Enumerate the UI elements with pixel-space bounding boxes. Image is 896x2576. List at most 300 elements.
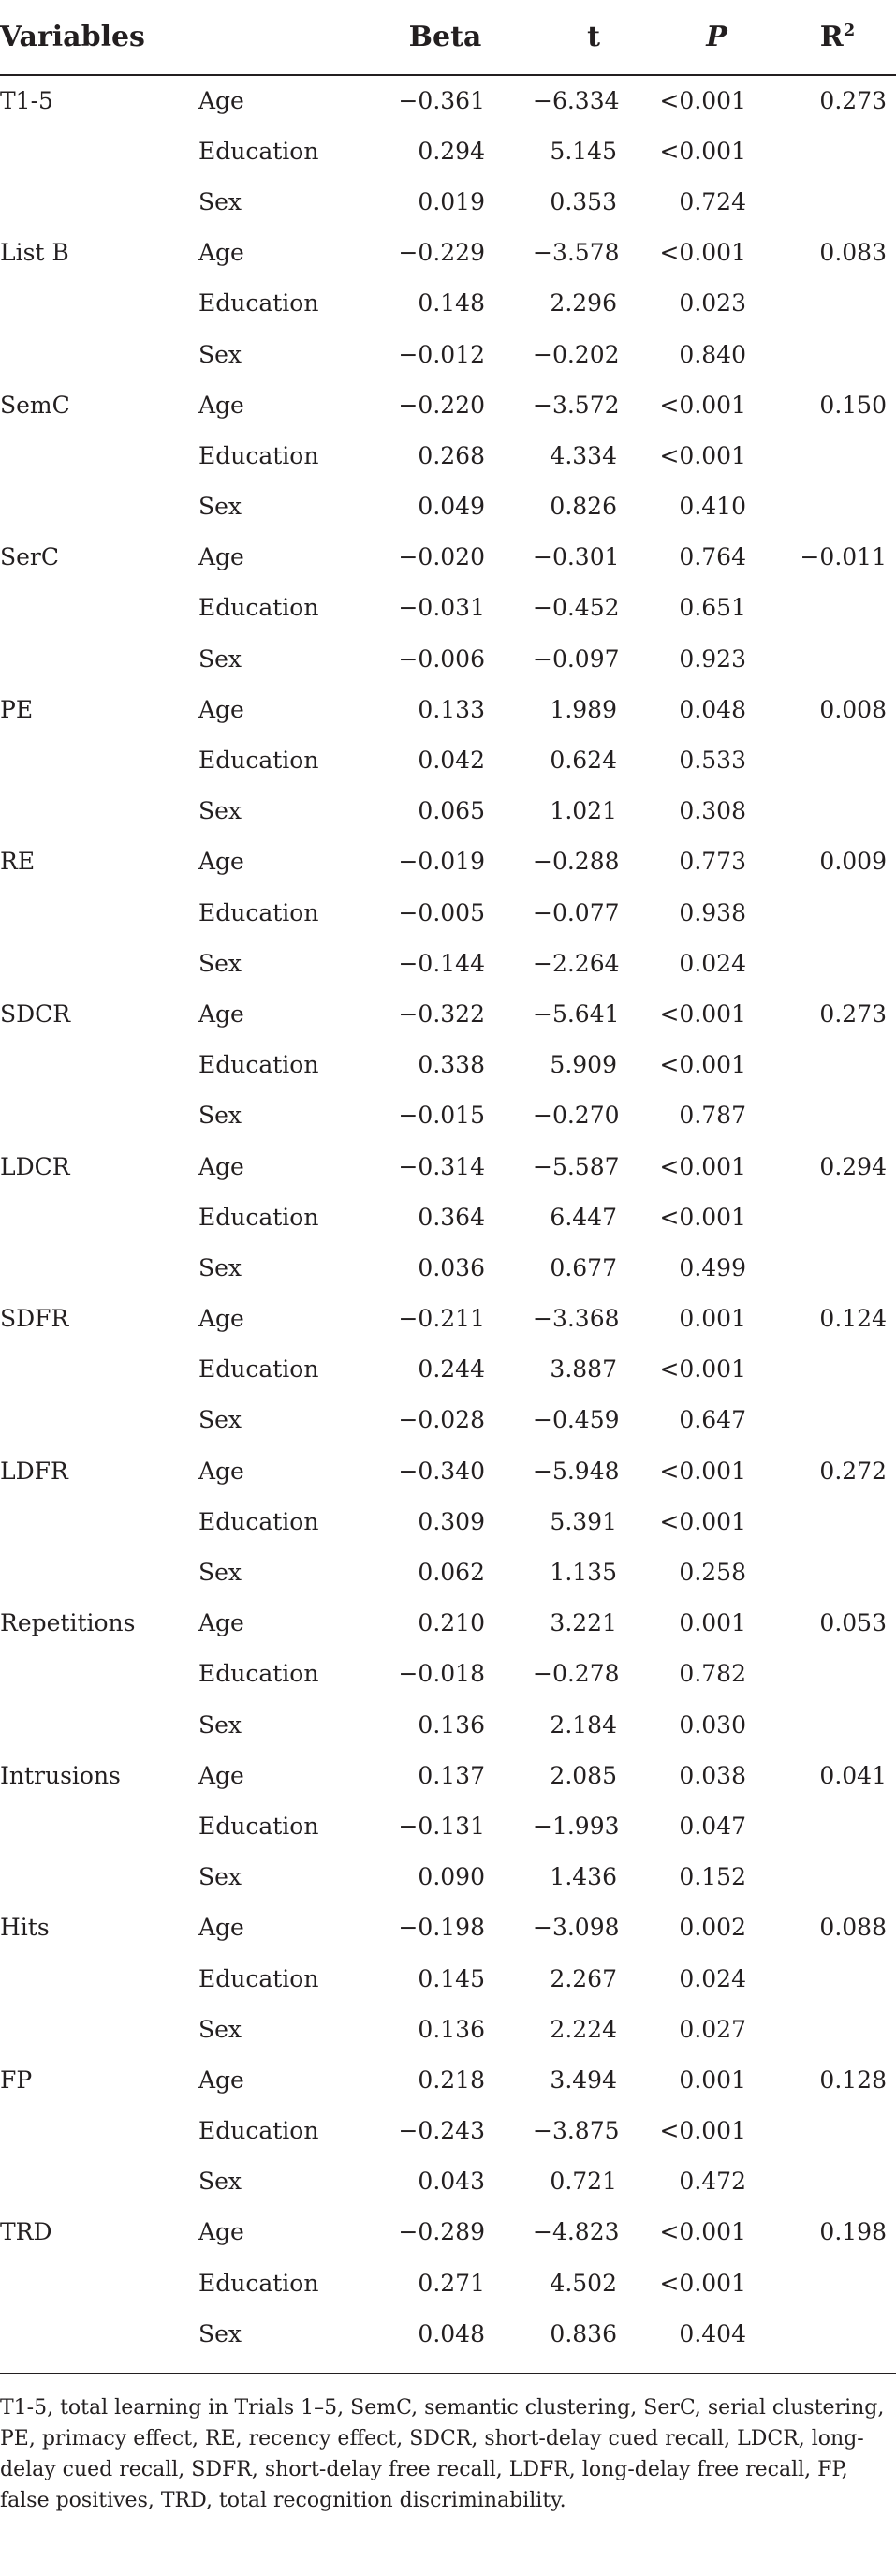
cell-t: 1.989 <box>550 695 617 723</box>
table-header-row <box>0 0 896 75</box>
cell-beta: 0.148 <box>418 289 485 318</box>
cell-r2 <box>779 1344 896 1395</box>
cell-t: 4.502 <box>550 2269 617 2297</box>
cell-beta: 0.136 <box>418 1710 485 1739</box>
cell-t: −0.202 <box>533 340 620 368</box>
table-row <box>0 1750 896 1800</box>
cell-p: 0.152 <box>679 1863 746 1891</box>
table-row <box>0 1902 896 1953</box>
cell-r2 <box>779 2004 896 2054</box>
cell-variable <box>0 1649 198 1699</box>
cell-factor: Sex <box>198 949 242 977</box>
cell-variable <box>0 126 198 176</box>
table-row <box>0 2258 896 2308</box>
cell-p: <0.001 <box>659 1152 746 1180</box>
cell-variable: LDFR <box>0 1457 68 1485</box>
cell-r2: 0.272 <box>819 1457 887 1485</box>
cell-variable <box>0 938 198 988</box>
cell-r2 <box>779 430 896 481</box>
cell-p: 0.472 <box>679 2168 746 2196</box>
table-row <box>0 1445 896 1496</box>
cell-beta: −0.028 <box>398 1406 485 1434</box>
cell-t: −0.288 <box>533 848 620 876</box>
cell-t: 5.145 <box>550 137 617 165</box>
cell-p: 0.001 <box>679 1305 746 1333</box>
cell-p: 0.840 <box>679 340 746 368</box>
table-row <box>0 1090 896 1141</box>
cell-p: 0.533 <box>679 747 746 775</box>
cell-t: −3.578 <box>533 239 620 267</box>
cell-t: −0.301 <box>533 543 620 571</box>
cell-factor: Age <box>198 1609 244 1637</box>
cell-beta: −0.131 <box>398 1812 485 1840</box>
cell-beta: −0.031 <box>398 594 485 622</box>
cell-r2: 0.124 <box>819 1305 887 1333</box>
cell-factor: Sex <box>198 2015 242 2043</box>
cell-beta: −0.220 <box>398 391 485 419</box>
cell-r2: 0.083 <box>819 239 887 267</box>
cell-variable: Hits <box>0 1914 50 1942</box>
cell-r2 <box>779 1800 896 1851</box>
table-row <box>0 379 896 430</box>
cell-t: −0.278 <box>533 1660 620 1688</box>
cell-beta: 0.136 <box>418 2015 485 2043</box>
cell-factor: Age <box>198 1152 244 1180</box>
cell-r2: 0.128 <box>819 2065 887 2094</box>
cell-beta: 0.090 <box>418 1863 485 1891</box>
cell-t: 2.296 <box>550 289 617 318</box>
cell-factor: Education <box>198 2269 319 2297</box>
cell-factor: Age <box>198 848 244 876</box>
cell-p: 0.782 <box>679 1660 746 1688</box>
cell-r2: 0.273 <box>819 87 887 115</box>
cell-p: 0.764 <box>679 543 746 571</box>
cell-t: −1.993 <box>533 1812 620 1840</box>
cell-p: 0.923 <box>679 644 746 673</box>
cell-t: −5.587 <box>533 1152 620 1180</box>
table-row <box>0 481 896 532</box>
cell-factor: Age <box>198 1761 244 1789</box>
cell-r2 <box>779 734 896 785</box>
table-row <box>0 633 896 684</box>
cell-p: <0.001 <box>659 391 746 419</box>
cell-beta: 0.062 <box>418 1559 485 1587</box>
cell-variable: TRD <box>0 2218 52 2246</box>
cell-variable <box>0 1852 198 1902</box>
cell-factor: Sex <box>198 340 242 368</box>
cell-factor: Sex <box>198 2319 242 2347</box>
cell-variable <box>0 887 198 938</box>
cell-factor: Age <box>198 239 244 267</box>
cell-t: 2.085 <box>550 1761 617 1789</box>
table-row <box>0 176 896 227</box>
table-row <box>0 988 896 1039</box>
table-row <box>0 126 896 176</box>
table-bottom-rule <box>0 2373 896 2374</box>
cell-p: 0.773 <box>679 848 746 876</box>
cell-t: −0.452 <box>533 594 620 622</box>
cell-p: <0.001 <box>659 1457 746 1485</box>
cell-t: −2.264 <box>533 949 620 977</box>
table-row <box>0 786 896 836</box>
cell-p: 0.651 <box>679 594 746 622</box>
cell-factor: Age <box>198 1914 244 1942</box>
cell-beta: 0.218 <box>418 2065 485 2094</box>
cell-variable <box>0 481 198 532</box>
cell-t: 0.836 <box>550 2319 617 2347</box>
cell-variable: T1-5 <box>0 87 53 115</box>
cell-factor: Sex <box>198 1102 242 1130</box>
cell-p: <0.001 <box>659 2117 746 2145</box>
table-row <box>0 1141 896 1192</box>
cell-r2 <box>779 1496 896 1547</box>
cell-variable: LDCR <box>0 1152 70 1180</box>
cell-r2: 0.053 <box>819 1609 887 1637</box>
cell-factor: Education <box>198 1660 319 1688</box>
cell-factor: Education <box>198 289 319 318</box>
cell-beta: 0.294 <box>418 137 485 165</box>
cell-r2: 0.088 <box>819 1914 887 1942</box>
cell-r2 <box>779 938 896 988</box>
cell-t: −3.875 <box>533 2117 620 2145</box>
table-row <box>0 1800 896 1851</box>
cell-beta: −0.340 <box>398 1457 485 1485</box>
cell-variable <box>0 1344 198 1395</box>
cell-p: 0.499 <box>679 1253 746 1281</box>
cell-p: <0.001 <box>659 441 746 469</box>
table-row <box>0 1344 896 1395</box>
cell-p: 0.024 <box>679 1964 746 1992</box>
cell-beta: 0.019 <box>418 187 485 215</box>
cell-t: 1.436 <box>550 1863 617 1891</box>
cell-variable <box>0 1953 198 2004</box>
cell-p: <0.001 <box>659 1355 746 1384</box>
cell-t: 5.391 <box>550 1507 617 1535</box>
cell-p: 0.787 <box>679 1102 746 1130</box>
cell-factor: Sex <box>198 1406 242 1434</box>
cell-r2: 0.009 <box>819 848 887 876</box>
header-beta: Beta <box>358 0 533 75</box>
cell-p: 0.724 <box>679 187 746 215</box>
cell-variable: List B <box>0 239 69 267</box>
table-row <box>0 887 896 938</box>
cell-r2 <box>779 1395 896 1445</box>
cell-factor: Sex <box>198 1253 242 1281</box>
cell-variable <box>0 1547 198 1597</box>
cell-variable: Intrusions <box>0 1761 121 1789</box>
cell-p: <0.001 <box>659 2269 746 2297</box>
table-row <box>0 278 896 329</box>
cell-beta: −0.005 <box>398 898 485 926</box>
cell-beta: 0.271 <box>418 2269 485 2297</box>
cell-t: −6.334 <box>533 87 620 115</box>
table-row <box>0 75 896 126</box>
cell-t: −3.368 <box>533 1305 620 1333</box>
cell-beta: 0.042 <box>418 747 485 775</box>
cell-beta: 0.036 <box>418 1253 485 1281</box>
cell-variable <box>0 2106 198 2156</box>
table-footnote: T1-5, total learning in Trials 1–5, SemC, semantic clustering, SerC, serial clustering, PE, primacy effect, RE, recency effect, SDCR, short-delay cued recall, LDCR, long-delay cued recall, SDFR, short-delay free recall, LDFR, long-delay free recall, FP, false positives, TRD, total recognition discriminability. <box>0 2396 885 2512</box>
table-row <box>0 1496 896 1547</box>
cell-factor: Sex <box>198 1559 242 1587</box>
table-row <box>0 1547 896 1597</box>
cell-t: −3.572 <box>533 391 620 419</box>
cell-factor: Education <box>198 2117 319 2145</box>
cell-variable: SerC <box>0 543 60 571</box>
cell-factor: Education <box>198 441 319 469</box>
cell-beta: 0.145 <box>418 1964 485 1992</box>
cell-t: 1.135 <box>550 1559 617 1587</box>
cell-p: 0.030 <box>679 1710 746 1739</box>
table-row <box>0 329 896 379</box>
cell-beta: 0.065 <box>418 797 485 825</box>
table-row <box>0 2156 896 2207</box>
cell-r2 <box>779 1649 896 1699</box>
cell-beta: 0.043 <box>418 2168 485 2196</box>
cell-p: 0.647 <box>679 1406 746 1434</box>
cell-t: 5.909 <box>550 1051 617 1079</box>
cell-p: 0.404 <box>679 2319 746 2347</box>
cell-beta: 0.137 <box>418 1761 485 1789</box>
cell-p: <0.001 <box>659 999 746 1028</box>
cell-r2 <box>779 1852 896 1902</box>
table-row <box>0 2004 896 2054</box>
cell-beta: −0.015 <box>398 1102 485 1130</box>
cell-beta: −0.012 <box>398 340 485 368</box>
cell-t: 0.624 <box>550 747 617 775</box>
cell-factor: Education <box>198 898 319 926</box>
cell-r2 <box>779 786 896 836</box>
cell-beta: 0.338 <box>418 1051 485 1079</box>
cell-r2 <box>779 583 896 633</box>
cell-p: <0.001 <box>659 239 746 267</box>
cell-r2 <box>779 278 896 329</box>
table-row <box>0 734 896 785</box>
cell-factor: Age <box>198 87 244 115</box>
cell-r2 <box>779 481 896 532</box>
cell-variable <box>0 2308 198 2359</box>
cell-variable: SDCR <box>0 999 71 1028</box>
cell-beta: 0.210 <box>418 1609 485 1637</box>
cell-beta: −0.229 <box>398 239 485 267</box>
cell-variable <box>0 1800 198 1851</box>
cell-beta: −0.243 <box>398 2117 485 2145</box>
table-row <box>0 1242 896 1293</box>
table-row <box>0 430 896 481</box>
cell-beta: −0.314 <box>398 1152 485 1180</box>
cell-r2 <box>779 176 896 227</box>
cell-beta: −0.322 <box>398 999 485 1028</box>
cell-r2 <box>779 2106 896 2156</box>
cell-variable: RE <box>0 848 36 876</box>
cell-p: 0.023 <box>679 289 746 318</box>
cell-variable <box>0 329 198 379</box>
cell-beta: 0.364 <box>418 1203 485 1231</box>
table-row <box>0 2207 896 2258</box>
cell-t: 3.494 <box>550 2065 617 2094</box>
table-row <box>0 2308 896 2359</box>
table-row <box>0 583 896 633</box>
cell-t: 0.826 <box>550 493 617 521</box>
cell-r2 <box>779 1242 896 1293</box>
table-row <box>0 836 896 887</box>
cell-variable <box>0 1699 198 1750</box>
cell-p: 0.308 <box>679 797 746 825</box>
cell-t: 1.021 <box>550 797 617 825</box>
cell-t: 2.224 <box>550 2015 617 2043</box>
cell-t: −0.270 <box>533 1102 620 1130</box>
table-row <box>0 1040 896 1090</box>
cell-variable <box>0 633 198 684</box>
header-t: t <box>533 0 654 75</box>
cell-variable <box>0 1040 198 1090</box>
cell-beta: −0.006 <box>398 644 485 673</box>
cell-t: 4.334 <box>550 441 617 469</box>
cell-r2 <box>779 329 896 379</box>
cell-t: 6.447 <box>550 1203 617 1231</box>
table-row <box>0 684 896 734</box>
cell-variable <box>0 176 198 227</box>
cell-factor: Education <box>198 1507 319 1535</box>
cell-r2: 0.273 <box>819 999 887 1028</box>
cell-r2: 0.294 <box>819 1152 887 1180</box>
cell-p: 0.024 <box>679 949 746 977</box>
cell-factor: Sex <box>198 1710 242 1739</box>
cell-variable <box>0 430 198 481</box>
cell-beta: −0.019 <box>398 848 485 876</box>
cell-p: <0.001 <box>659 1507 746 1535</box>
cell-variable <box>0 2004 198 2054</box>
cell-factor: Age <box>198 1305 244 1333</box>
cell-beta: 0.244 <box>418 1355 485 1384</box>
cell-beta: 0.049 <box>418 493 485 521</box>
cell-variable <box>0 2258 198 2308</box>
cell-variable: Repetitions <box>0 1609 136 1637</box>
header-r2 <box>779 0 896 75</box>
cell-factor: Education <box>198 1051 319 1079</box>
cell-r2 <box>779 1699 896 1750</box>
cell-r2 <box>779 2156 896 2207</box>
table-row <box>0 2054 896 2105</box>
cell-r2: 0.150 <box>819 391 887 419</box>
cell-beta: 0.309 <box>418 1507 485 1535</box>
cell-factor: Age <box>198 999 244 1028</box>
cell-r2: 0.198 <box>819 2218 887 2246</box>
cell-t: 3.887 <box>550 1355 617 1384</box>
cell-factor: Age <box>198 1457 244 1485</box>
cell-beta: −0.289 <box>398 2218 485 2246</box>
cell-variable <box>0 583 198 633</box>
cell-variable: SemC <box>0 391 70 419</box>
cell-r2 <box>779 887 896 938</box>
table-row <box>0 1294 896 1344</box>
cell-factor: Sex <box>198 644 242 673</box>
cell-beta: 0.133 <box>418 695 485 723</box>
cell-p: 0.001 <box>679 1609 746 1637</box>
cell-factor: Sex <box>198 1863 242 1891</box>
cell-p: 0.938 <box>679 898 746 926</box>
table-row <box>0 532 896 583</box>
cell-beta: −0.198 <box>398 1914 485 1942</box>
cell-factor: Age <box>198 543 244 571</box>
cell-r2 <box>779 1953 896 2004</box>
cell-factor: Age <box>198 391 244 419</box>
table-row <box>0 2106 896 2156</box>
header-r2-sup: 2 <box>843 21 856 40</box>
cell-variable <box>0 2156 198 2207</box>
cell-factor: Education <box>198 1203 319 1231</box>
cell-factor: Education <box>198 1812 319 1840</box>
cell-beta: −0.020 <box>398 543 485 571</box>
table-row <box>0 938 896 988</box>
cell-t: −3.098 <box>533 1914 620 1942</box>
cell-r2 <box>779 126 896 176</box>
cell-variable <box>0 786 198 836</box>
cell-variable <box>0 1395 198 1445</box>
table-row <box>0 1699 896 1750</box>
cell-p: 0.410 <box>679 493 746 521</box>
cell-beta: −0.361 <box>398 87 485 115</box>
cell-factor: Age <box>198 2065 244 2094</box>
cell-variable <box>0 1192 198 1242</box>
cell-r2 <box>779 1192 896 1242</box>
cell-beta: −0.018 <box>398 1660 485 1688</box>
cell-t: 2.267 <box>550 1964 617 1992</box>
cell-p: 0.047 <box>679 1812 746 1840</box>
table-row <box>0 1192 896 1242</box>
cell-factor: Education <box>198 594 319 622</box>
cell-factor: Education <box>198 1964 319 1992</box>
cell-beta: 0.048 <box>418 2319 485 2347</box>
table-row <box>0 1852 896 1902</box>
cell-p: 0.002 <box>679 1914 746 1942</box>
cell-t: 2.184 <box>550 1710 617 1739</box>
cell-factor: Sex <box>198 2168 242 2196</box>
header-variables: Variables <box>0 0 198 75</box>
cell-variable: SDFR <box>0 1305 69 1333</box>
cell-variable: PE <box>0 695 34 723</box>
cell-variable <box>0 1496 198 1547</box>
cell-p: 0.001 <box>679 2065 746 2094</box>
cell-p: <0.001 <box>659 87 746 115</box>
cell-beta: 0.268 <box>418 441 485 469</box>
cell-r2 <box>779 633 896 684</box>
cell-t: −4.823 <box>533 2218 620 2246</box>
cell-t: −0.459 <box>533 1406 620 1434</box>
table-row <box>0 1953 896 2004</box>
cell-variable <box>0 1090 198 1141</box>
cell-p: 0.038 <box>679 1761 746 1789</box>
table-row <box>0 228 896 278</box>
cell-t: −5.641 <box>533 999 620 1028</box>
cell-factor: Sex <box>198 797 242 825</box>
cell-factor: Age <box>198 695 244 723</box>
cell-r2: −0.011 <box>800 543 887 571</box>
cell-t: −0.077 <box>533 898 620 926</box>
cell-variable <box>0 278 198 329</box>
cell-factor: Sex <box>198 493 242 521</box>
cell-factor: Education <box>198 137 319 165</box>
cell-r2 <box>779 1090 896 1141</box>
cell-p: <0.001 <box>659 2218 746 2246</box>
cell-p: 0.258 <box>679 1559 746 1587</box>
cell-t: −0.097 <box>533 644 620 673</box>
header-factor <box>198 0 358 75</box>
cell-t: 0.353 <box>550 187 617 215</box>
cell-r2 <box>779 1547 896 1597</box>
cell-variable: FP <box>0 2065 33 2094</box>
cell-beta: −0.211 <box>398 1305 485 1333</box>
